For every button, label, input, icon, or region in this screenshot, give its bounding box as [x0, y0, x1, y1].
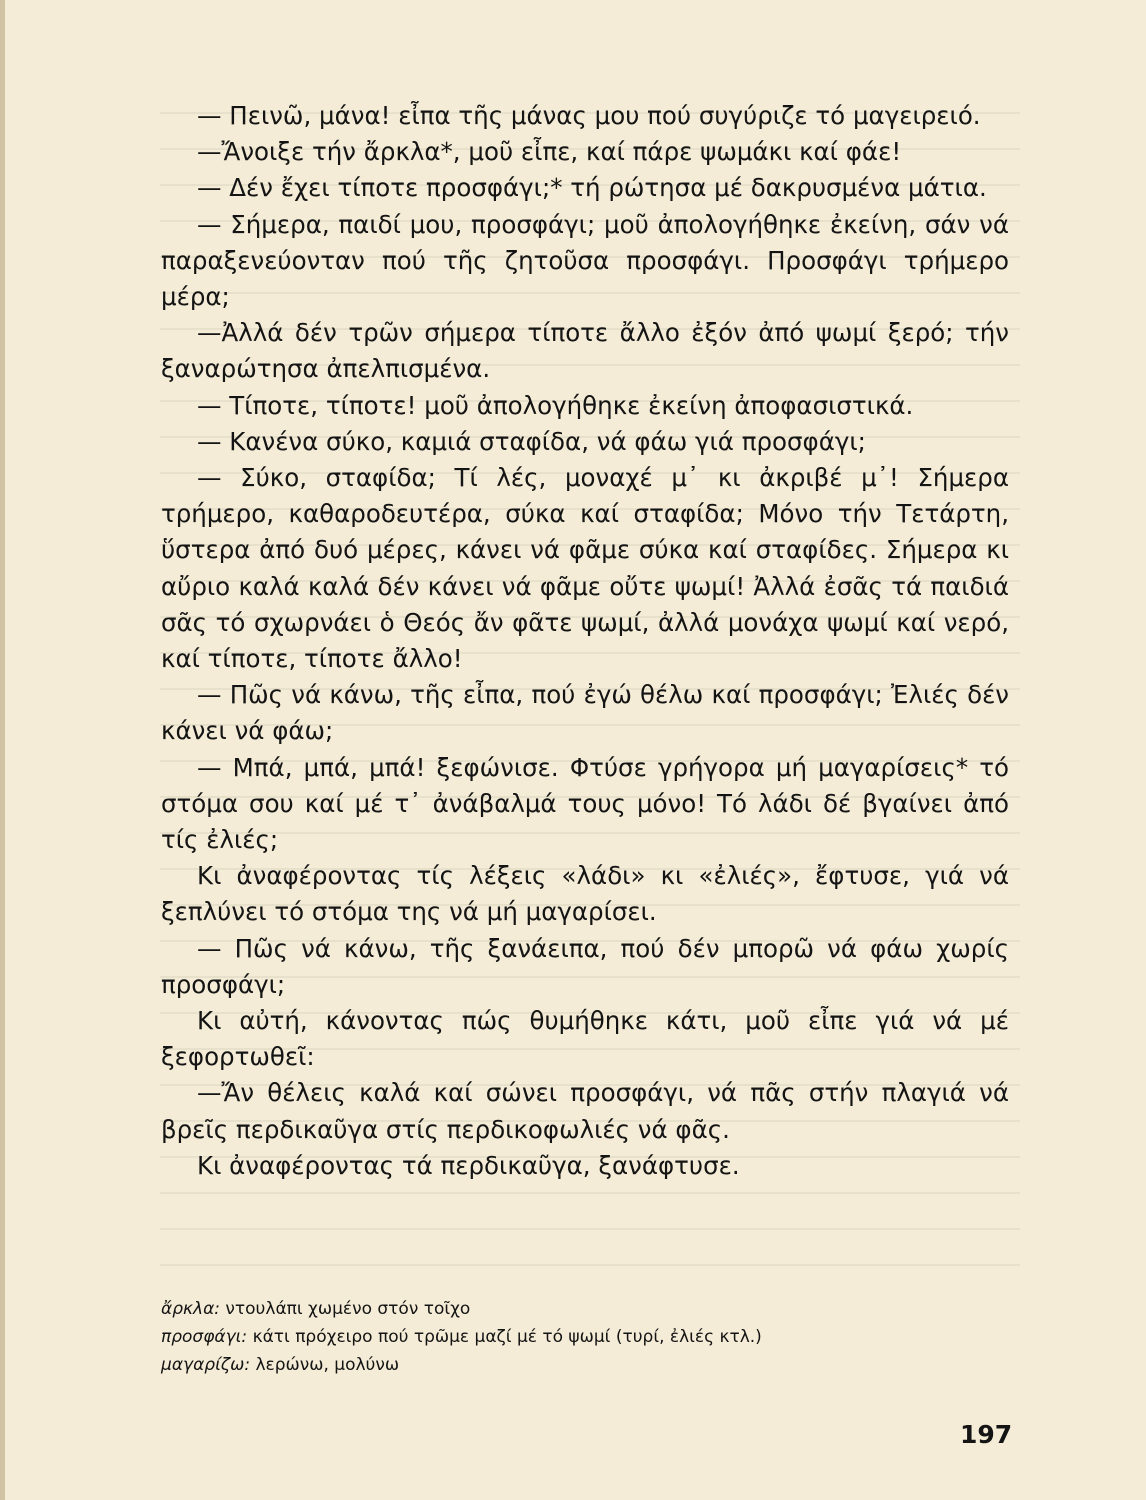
paragraph: — Πῶς νά κάνω, τῆς εἶπα, πού ἐγώ θέλω καί προσφάγι; Ἐλιές δέν κάνει νά φάω; — [161, 680, 1009, 746]
paragraph: — Πεινῶ, μάνα! εἶπα τῆς μάνας μου πού συγύριζε τό μαγειρειό. — [197, 101, 981, 130]
footnote — [161, 1295, 1009, 1323]
footnote-term: προσφάγι: — [161, 1327, 248, 1347]
page-number: 197 — [960, 1420, 1013, 1449]
paragraph: — Τίποτε, τίποτε! μοῦ ἀπολογήθηκε ἐκείνη ἀποφασιστικά. — [197, 390, 914, 420]
footnote-term: ἄρκλα: — [161, 1299, 221, 1319]
main-text — [161, 98, 1009, 1184]
paragraph: — Μπά, μπά, μπά! ξεφώνισε. Φτύσε γρήγορα μή μαγαρίσεις* τό στόμα σου καί μέ τ᾿ ἀνάβαλμά τους μόνο! Τό λάδι δέ βγαίνει ἀπό τίς ἐλιές; — [161, 752, 1009, 855]
paragraph: —Ἄνοιξε τήν ἄρκλα*, μοῦ εἶπε, καί πάρε ψωμάκι καί φάε! — [197, 137, 902, 167]
paragraph: —Ἀλλά δέν τρῶν σήμερα τίποτε ἄλλο ἐξόν ἀπό ψωμί ξερό; τήν ξαναρώτησα ἀπελπισμένα. — [161, 318, 1009, 384]
footnote-definition: ντουλάπι χωμένο στόν τοῖχο — [225, 1299, 471, 1319]
paragraph: — Κανένα σύκο, καμιά σταφίδα, νά φάω γιά προσφάγι; — [197, 426, 866, 456]
footnote — [161, 1323, 1009, 1351]
paragraph: — Σύκο, σταφίδα; Τί λές, μοναχέ μ᾿ κι ἀκριβέ μ᾿! Σήμερα τρήμερο, καθαροδευτέρα, σύκα καί σταφίδα; Μόνο τήν Τετάρτη, ὕστερα ἀπό δυό μέρες, κάνει νά φᾶμε σύκα καί σταφίδες. Σήμερα κι αὔριο καλά καλά δέν κάνει νά φᾶμε οὔτε ψωμί! Ἀλλά ἐσᾶς τά παιδιά σᾶς τό σχωρνάει ὁ Θεός ἄν φᾶτε ψωμί, ἀλλά μονάχα ψωμί καί νερό, καί τίποτε, τίποτε ἄλλο! — [161, 463, 1009, 674]
paragraph: —Ἄν θέλεις καλά καί σώνει προσφάγι, νά πᾶς στήν πλαγιά νά βρεῖς περδικαῦγα στίς περδικοφωλιές νά φᾶς. — [161, 1078, 1009, 1144]
footnote-definition: κάτι πρόχειρο πού τρῶμε μαζί μέ τό ψωμί (τυρί, ἐλιές κτλ.) — [252, 1327, 762, 1347]
footnotes — [161, 1295, 1009, 1379]
footnote-term: μαγαρίζω: — [161, 1355, 251, 1375]
footnote-definition: λερώνω, μολύνω — [255, 1355, 400, 1375]
paragraph: — Σήμερα, παιδί μου, προσφάγι; μοῦ ἀπολογήθηκε ἐκείνη, σάν νά παραξενεύονταν πού τῆς ζητοῦσα προσφάγι. Προσφάγι τρήμερο μέρα; — [161, 209, 1009, 312]
paragraph: — Δέν ἔχει τίποτε προσφάγι;* τή ρώτησα μέ δακρυσμένα μάτια. — [197, 173, 987, 203]
paragraph: Κι ἀναφέροντας τίς λέξεις «λάδι» κι «ἐλιές», ἔφτυσε, γιά νά ξεπλύνει τό στόμα της νά μή μαγαρίσει. — [161, 861, 1009, 927]
footnote — [161, 1351, 1009, 1379]
page-edge — [0, 0, 5, 1500]
paragraph: Κι ἀναφέροντας τά περδικαῦγα, ξανάφτυσε. — [197, 1150, 740, 1180]
paragraph: Κι αὐτή, κάνοντας πώς θυμήθηκε κάτι, μοῦ εἶπε γιά νά μέ ξεφορτωθεῖ: — [161, 1006, 1009, 1072]
paragraph: — Πῶς νά κάνω, τῆς ξανάειπα, πού δέν μπορῶ νά φάω χωρίς προσφάγι; — [161, 933, 1009, 999]
